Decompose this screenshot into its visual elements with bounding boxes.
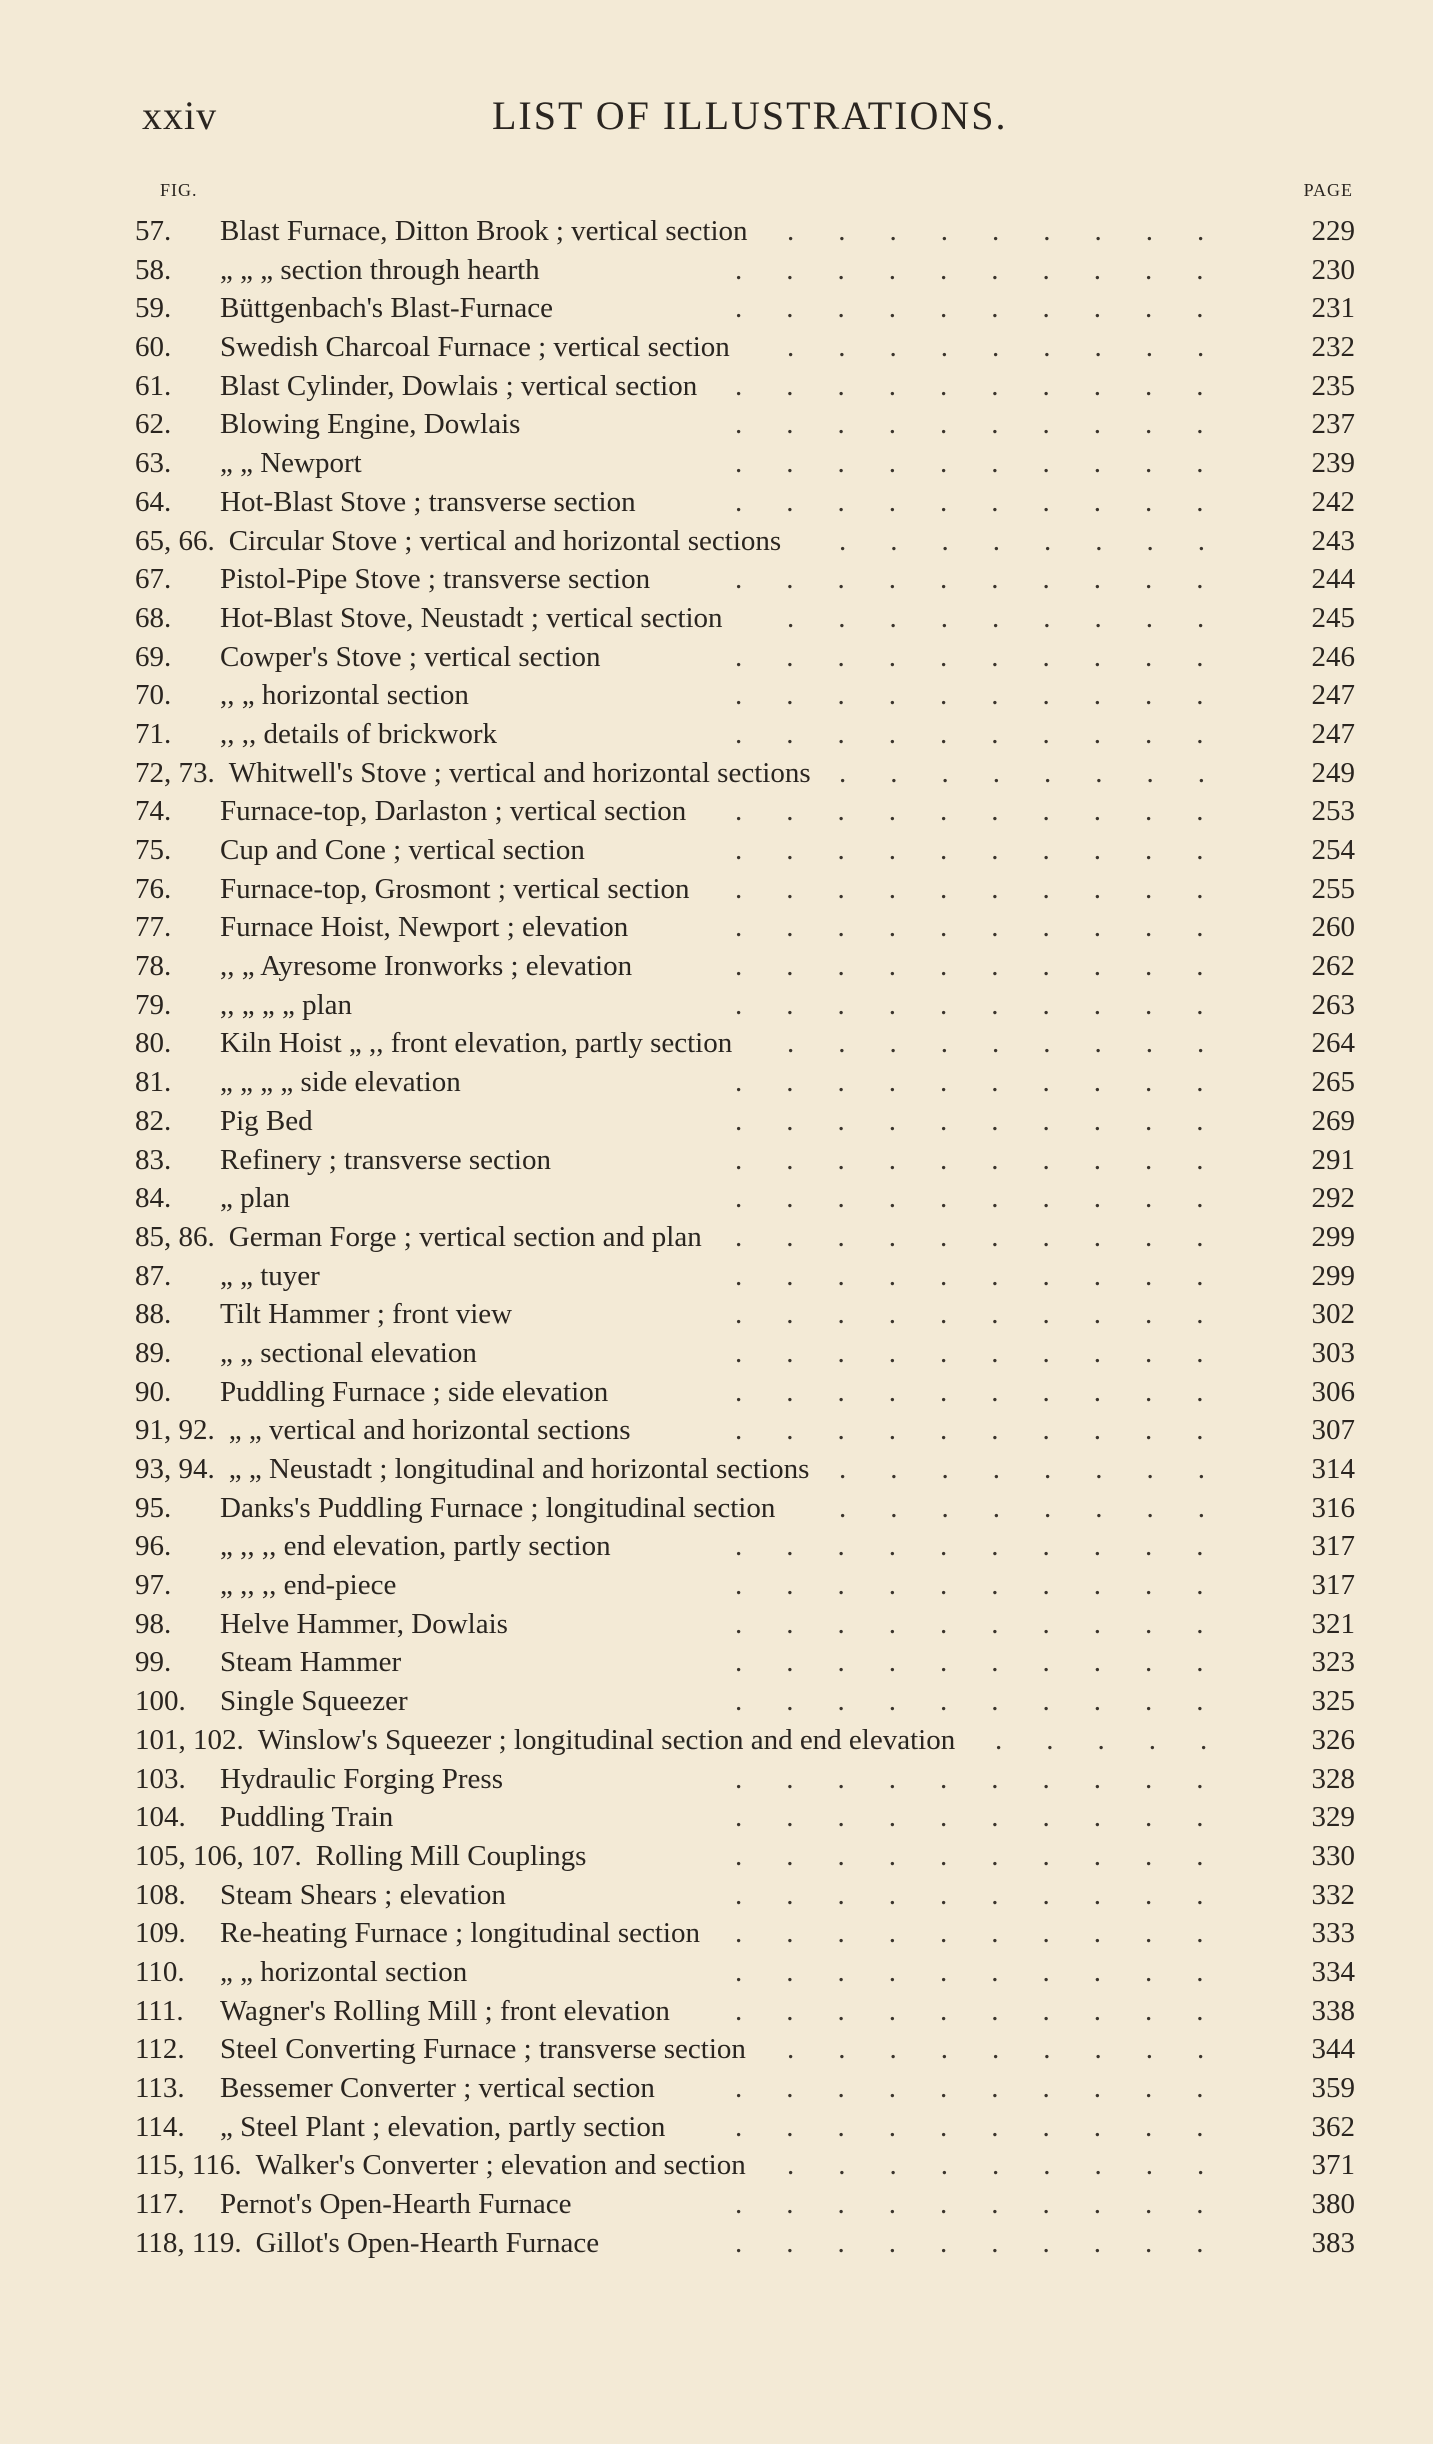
- page-reference: 244: [1311, 563, 1355, 596]
- list-item: [135, 2108, 1355, 2147]
- page-reference: 243: [1311, 524, 1355, 557]
- page-reference: 338: [1311, 1994, 1355, 2027]
- figure-title: Single Squeezer: [220, 1685, 408, 1718]
- page-reference: 383: [1311, 2226, 1355, 2259]
- page-reference: 247: [1311, 679, 1355, 712]
- running-head: [142, 92, 1357, 152]
- figure-title: Gillot's Open-Hearth Furnace: [255, 2226, 600, 2259]
- page-column-heading: PAGE: [1303, 180, 1353, 200]
- list-item: [135, 1411, 1355, 1450]
- figure-title: ,, „ „ „ plan: [220, 988, 353, 1021]
- figure-number: 110.: [135, 1955, 185, 1988]
- dot-leader: ..........: [735, 253, 1248, 286]
- page-reference: 247: [1311, 717, 1355, 750]
- page-reference: 332: [1311, 1878, 1355, 1911]
- figure-number: 93, 94.: [135, 1453, 215, 1485]
- figure-number: 97.: [135, 1569, 172, 1602]
- figure-title: Danks's Puddling Furnace ; longitudinal section: [220, 1491, 776, 1524]
- page-reference: 291: [1311, 1143, 1355, 1176]
- figure-title: „ Steel Plant ; elevation, partly section: [220, 2110, 666, 2143]
- dot-leader: ..........: [735, 1801, 1248, 1834]
- list-item: [135, 1721, 1355, 1760]
- page-number: xxiv: [142, 93, 218, 138]
- page-reference: 253: [1311, 795, 1355, 828]
- page-reference: 262: [1311, 950, 1355, 983]
- figure-number: 87.: [135, 1259, 172, 1292]
- page-reference: 380: [1311, 2188, 1355, 2221]
- figure-number: 62.: [135, 408, 172, 441]
- dot-leader: ..........: [735, 2072, 1248, 2104]
- list-item: [135, 715, 1355, 754]
- list-item: [135, 1876, 1355, 1915]
- list-item: [135, 405, 1355, 444]
- page-reference: 334: [1311, 1955, 1355, 1988]
- figure-number: 81.: [135, 1066, 172, 1099]
- figure-title: Refinery ; transverse section: [220, 1143, 551, 1176]
- figure-title: Swedish Charcoal Furnace ; vertical section: [220, 331, 730, 364]
- figure-title: Rolling Mill Couplings: [315, 1839, 587, 1872]
- list-item: [135, 1953, 1355, 1992]
- figure-title: Furnace Hoist, Newport ; elevation: [220, 911, 629, 944]
- figure-number: 117.: [135, 2188, 185, 2221]
- list-item: [135, 2224, 1355, 2263]
- figure-title: ,, „ horizontal section: [220, 679, 469, 712]
- page-reference: 321: [1311, 1607, 1355, 1640]
- dot-leader: ..........: [735, 872, 1248, 905]
- list-item: [135, 676, 1355, 715]
- page-reference: 307: [1311, 1414, 1355, 1447]
- list-item: [135, 289, 1355, 328]
- figure-number: 109.: [135, 1917, 186, 1950]
- figure-number: 114.: [135, 2110, 185, 2143]
- figure-number: 83.: [135, 1143, 172, 1176]
- figure-number: 58.: [135, 253, 172, 286]
- dot-leader: .........: [787, 2149, 1249, 2182]
- figure-number: 84.: [135, 1182, 172, 1215]
- list-item: [135, 792, 1355, 831]
- list-item: [135, 2185, 1355, 2224]
- dot-leader: ..........: [735, 1878, 1248, 1911]
- list-item: [135, 1566, 1355, 1605]
- figure-title: Furnace-top, Grosmont ; vertical section: [220, 872, 690, 905]
- figure-number: 104.: [135, 1801, 186, 1834]
- figure-number: 71.: [135, 717, 172, 750]
- figure-number: 96.: [135, 1530, 172, 1563]
- figure-number: 112.: [135, 2033, 185, 2066]
- figure-number: 75.: [135, 834, 172, 866]
- figure-title: Helve Hammer, Dowlais: [220, 1607, 508, 1640]
- dot-leader: .........: [787, 2033, 1249, 2066]
- column-headings: [160, 180, 1353, 204]
- dot-leader: ..........: [735, 292, 1248, 325]
- list-item: [135, 1489, 1355, 1528]
- figure-number: 60.: [135, 331, 172, 364]
- page-reference: 230: [1311, 253, 1355, 286]
- figure-title: Steel Converting Furnace ; transverse section: [220, 2033, 746, 2066]
- figure-title: Hot-Blast Stove ; transverse section: [220, 485, 636, 518]
- figure-number: 63.: [135, 447, 172, 480]
- list-item: [135, 2069, 1355, 2108]
- list-item: [135, 1102, 1355, 1141]
- page-reference: 246: [1311, 640, 1355, 673]
- page-reference: 242: [1311, 485, 1355, 518]
- figure-title: Hot-Blast Stove, Neustadt ; vertical section: [220, 601, 723, 634]
- figure-number: 69.: [135, 640, 172, 673]
- figure-number: 59.: [135, 292, 172, 325]
- list-item: [135, 1760, 1355, 1799]
- figure-title: Wagner's Rolling Mill ; front elevation: [220, 1994, 670, 2027]
- page-reference: 317: [1311, 1569, 1355, 1602]
- page-reference: 326: [1311, 1723, 1355, 1756]
- page-title: LIST OF ILLUSTRATIONS.: [492, 93, 1008, 138]
- list-item: [135, 1141, 1355, 1180]
- page-reference: 359: [1311, 2072, 1355, 2104]
- figure-title: Blowing Engine, Dowlais: [220, 408, 521, 441]
- figure-number: 65, 66.: [135, 524, 215, 557]
- dot-leader: ..........: [735, 1259, 1248, 1292]
- figure-title: Puddling Furnace ; side elevation: [220, 1375, 609, 1408]
- list-item: [135, 2146, 1355, 2185]
- page-reference: 362: [1311, 2110, 1355, 2143]
- figure-title: „ „ „ section through hearth: [220, 253, 540, 286]
- figure-number: 99.: [135, 1646, 172, 1679]
- figure-title: Winslow's Squeezer ; longitudinal section and end elevation: [257, 1723, 956, 1756]
- dot-leader: ..........: [735, 679, 1248, 712]
- dot-leader: ..........: [735, 1762, 1248, 1795]
- list-item: [135, 444, 1355, 483]
- dot-leader: ..........: [735, 950, 1248, 983]
- figure-title: Whitwell's Stove ; vertical and horizontal sections: [228, 756, 811, 789]
- illustrations-list: [135, 212, 1355, 2262]
- list-item: [135, 1682, 1355, 1721]
- page-reference: 323: [1311, 1646, 1355, 1679]
- dot-leader: ..........: [735, 485, 1248, 518]
- list-item: [135, 1063, 1355, 1102]
- figure-number: 91, 92.: [135, 1414, 215, 1447]
- figure-number: 79.: [135, 988, 172, 1021]
- dot-leader: ..........: [735, 1955, 1248, 1988]
- dot-leader: ..........: [735, 2110, 1248, 2143]
- page-reference: 235: [1311, 369, 1355, 402]
- figure-number: 89.: [135, 1336, 172, 1369]
- dot-leader: ..........: [735, 1917, 1248, 1950]
- page-reference: 317: [1311, 1530, 1355, 1563]
- list-item: [135, 947, 1355, 986]
- page-reference: 371: [1311, 2149, 1355, 2182]
- list-item: [135, 1218, 1355, 1257]
- list-item: [135, 599, 1355, 638]
- page-reference: 245: [1311, 601, 1355, 634]
- figure-title: „ „ vertical and horizontal sections: [228, 1414, 631, 1447]
- figure-number: 115, 116.: [135, 2149, 242, 2182]
- dot-leader: ..........: [735, 1569, 1248, 1602]
- list-item: [135, 1837, 1355, 1876]
- dot-leader: ..........: [735, 2188, 1248, 2221]
- dot-leader: ........: [839, 524, 1249, 557]
- figure-number: 82.: [135, 1104, 172, 1137]
- dot-leader: ..........: [735, 795, 1248, 828]
- figure-title: Tilt Hammer ; front view: [220, 1298, 513, 1331]
- dot-leader: ..........: [735, 1182, 1248, 1215]
- figure-title: Pernot's Open-Hearth Furnace: [220, 2188, 572, 2221]
- figure-title: „ „ Neustadt ; longitudinal and horizontal sections: [228, 1453, 810, 1485]
- page-reference: 306: [1311, 1375, 1355, 1408]
- list-item: [135, 870, 1355, 909]
- page-reference: 292: [1311, 1182, 1355, 1215]
- dot-leader: ..........: [735, 640, 1248, 673]
- figure-title: „ „ tuyer: [220, 1259, 320, 1292]
- page-reference: 269: [1311, 1104, 1355, 1137]
- figure-number: 113.: [135, 2072, 185, 2104]
- dot-leader: ..........: [735, 1839, 1248, 1872]
- page-reference: 344: [1311, 2033, 1355, 2066]
- dot-leader: ..........: [735, 1066, 1248, 1099]
- figure-title: Büttgenbach's Blast-Furnace: [220, 292, 554, 325]
- figure-number: 61.: [135, 369, 172, 402]
- figure-title: Steam Shears ; elevation: [220, 1878, 506, 1911]
- page-reference: 303: [1311, 1336, 1355, 1369]
- figure-number: 77.: [135, 911, 172, 944]
- figure-title: Re-heating Furnace ; longitudinal section: [220, 1917, 700, 1950]
- dot-leader: ........: [839, 1453, 1249, 1485]
- dot-leader: ..........: [735, 1685, 1248, 1718]
- dot-leader: ..........: [735, 834, 1248, 866]
- dot-leader: ..........: [735, 1375, 1248, 1408]
- list-item: [135, 831, 1355, 870]
- list-item: [135, 986, 1355, 1025]
- page-reference: 231: [1311, 292, 1355, 325]
- list-item: [135, 328, 1355, 367]
- dot-leader: ........: [839, 1491, 1249, 1524]
- figure-title: Cowper's Stove ; vertical section: [220, 640, 601, 673]
- page-reference: 329: [1311, 1801, 1355, 1834]
- list-item: [135, 1295, 1355, 1334]
- dot-leader: ........: [839, 756, 1249, 789]
- dot-leader: .........: [787, 601, 1249, 634]
- figure-title: Hydraulic Forging Press: [220, 1762, 504, 1795]
- dot-leader: ..........: [735, 1143, 1248, 1176]
- figure-title: „ ,, ,, end-piece: [220, 1569, 397, 1602]
- page-reference: 299: [1311, 1220, 1355, 1253]
- page-reference: 260: [1311, 911, 1355, 944]
- page-reference: 333: [1311, 1917, 1355, 1950]
- figure-title: „ ,, ,, end elevation, partly section: [220, 1530, 611, 1563]
- page-reference: 254: [1311, 834, 1355, 866]
- list-item: [135, 1373, 1355, 1412]
- figure-number: 118, 119.: [135, 2226, 242, 2259]
- dot-leader: ..........: [735, 1104, 1248, 1137]
- list-item: [135, 367, 1355, 406]
- list-item: [135, 2030, 1355, 2069]
- figure-title: Kiln Hoist „ ,, front elevation, partly section: [220, 1027, 733, 1060]
- figure-title: ,, ,, details of brickwork: [220, 717, 498, 750]
- dot-leader: ..........: [735, 1646, 1248, 1679]
- figure-number: 67.: [135, 563, 172, 596]
- figure-number: 68.: [135, 601, 172, 634]
- page-reference: 239: [1311, 447, 1355, 480]
- dot-leader: ..........: [735, 911, 1248, 944]
- figure-number: 72, 73.: [135, 756, 215, 789]
- page-reference: 229: [1311, 215, 1355, 247]
- list-item: [135, 908, 1355, 947]
- figure-title: Blast Cylinder, Dowlais ; vertical section: [220, 369, 698, 402]
- figure-number: 85, 86.: [135, 1220, 215, 1253]
- dot-leader: ..........: [735, 2226, 1248, 2259]
- list-item: [135, 1257, 1355, 1296]
- list-item: [135, 251, 1355, 290]
- figure-number: 88.: [135, 1298, 172, 1331]
- list-item: [135, 483, 1355, 522]
- page-reference: 264: [1311, 1027, 1355, 1060]
- page-reference: 265: [1311, 1066, 1355, 1099]
- list-item: [135, 1334, 1355, 1373]
- dot-leader: ..........: [735, 563, 1248, 596]
- list-item: [135, 1992, 1355, 2031]
- figure-number: 98.: [135, 1607, 172, 1640]
- figure-number: 101, 102.: [135, 1723, 244, 1756]
- page-reference: 325: [1311, 1685, 1355, 1718]
- dot-leader: ..........: [735, 1607, 1248, 1640]
- figure-title: Walker's Converter ; elevation and section: [255, 2149, 746, 2182]
- figure-title: Pistol-Pipe Stove ; transverse section: [220, 563, 651, 596]
- list-item: [135, 638, 1355, 677]
- dot-leader: ..........: [735, 717, 1248, 750]
- list-item: [135, 1643, 1355, 1682]
- dot-leader: ..........: [735, 1298, 1248, 1331]
- figure-number: 108.: [135, 1878, 186, 1911]
- figure-title: Pig Bed: [220, 1104, 313, 1137]
- figure-number: 105, 106, 107.: [135, 1839, 302, 1872]
- dot-leader: .........: [787, 215, 1249, 247]
- figure-title: „ „ Newport: [220, 447, 362, 480]
- dot-leader: ..........: [735, 369, 1248, 402]
- figure-number: 70.: [135, 679, 172, 712]
- dot-leader: .....: [995, 1723, 1252, 1756]
- list-item: [135, 754, 1355, 793]
- figure-title: Steam Hammer: [220, 1646, 402, 1679]
- list-item: [135, 1179, 1355, 1218]
- dot-leader: ..........: [735, 408, 1248, 441]
- fig-column-heading: FIG.: [160, 180, 198, 200]
- figure-number: 78.: [135, 950, 172, 983]
- list-item: [135, 1450, 1355, 1489]
- page-reference: 316: [1311, 1491, 1355, 1524]
- list-item: [135, 1527, 1355, 1566]
- page-reference: 299: [1311, 1259, 1355, 1292]
- list-item: [135, 1798, 1355, 1837]
- figure-title: ,, „ Ayresome Ironworks ; elevation: [220, 950, 633, 983]
- page-reference: 328: [1311, 1762, 1355, 1795]
- figure-number: 103.: [135, 1762, 186, 1795]
- list-item: [135, 1914, 1355, 1953]
- figure-title: „ „ sectional elevation: [220, 1336, 477, 1369]
- dot-leader: ..........: [735, 1530, 1248, 1563]
- list-item: [135, 1024, 1355, 1063]
- list-item: [135, 522, 1355, 561]
- figure-number: 111.: [135, 1994, 184, 2027]
- page-reference: 330: [1311, 1839, 1355, 1872]
- figure-title: „ plan: [220, 1182, 291, 1215]
- page-reference: 314: [1311, 1453, 1355, 1485]
- figure-number: 100.: [135, 1685, 186, 1718]
- figure-title: Puddling Train: [220, 1801, 394, 1834]
- page-reference: 249: [1311, 756, 1355, 789]
- dot-leader: ..........: [735, 447, 1248, 480]
- dot-leader: ..........: [735, 1336, 1248, 1369]
- list-item: [135, 1605, 1355, 1644]
- figure-number: 90.: [135, 1375, 172, 1408]
- figure-number: 64.: [135, 485, 172, 518]
- figure-number: 76.: [135, 872, 172, 905]
- figure-title: „ „ „ „ side elevation: [220, 1066, 461, 1099]
- page-reference: 255: [1311, 872, 1355, 905]
- page-reference: 263: [1311, 988, 1355, 1021]
- figure-number: 57.: [135, 215, 172, 247]
- page-reference: 302: [1311, 1298, 1355, 1331]
- figure-title: Blast Furnace, Ditton Brook ; vertical section: [220, 215, 748, 247]
- dot-leader: .........: [787, 1027, 1249, 1060]
- dot-leader: ..........: [735, 988, 1248, 1021]
- figure-number: 74.: [135, 795, 172, 828]
- list-item: [135, 560, 1355, 599]
- dot-leader: .........: [787, 331, 1249, 364]
- figure-title: „ „ horizontal section: [220, 1955, 468, 1988]
- list-item: [135, 212, 1355, 251]
- page-reference: 232: [1311, 331, 1355, 364]
- figure-title: Cup and Cone ; vertical section: [220, 834, 585, 866]
- dot-leader: ..........: [735, 1220, 1248, 1253]
- dot-leader: ..........: [735, 1994, 1248, 2027]
- page-reference: 237: [1311, 408, 1355, 441]
- figure-title: Bessemer Converter ; vertical section: [220, 2072, 655, 2104]
- dot-leader: ..........: [735, 1414, 1248, 1447]
- figure-number: 80.: [135, 1027, 172, 1060]
- figure-title: Furnace-top, Darlaston ; vertical section: [220, 795, 687, 828]
- figure-title: German Forge ; vertical section and plan: [228, 1220, 702, 1253]
- figure-title: Circular Stove ; vertical and horizontal sections: [228, 524, 782, 557]
- figure-number: 95.: [135, 1491, 172, 1524]
